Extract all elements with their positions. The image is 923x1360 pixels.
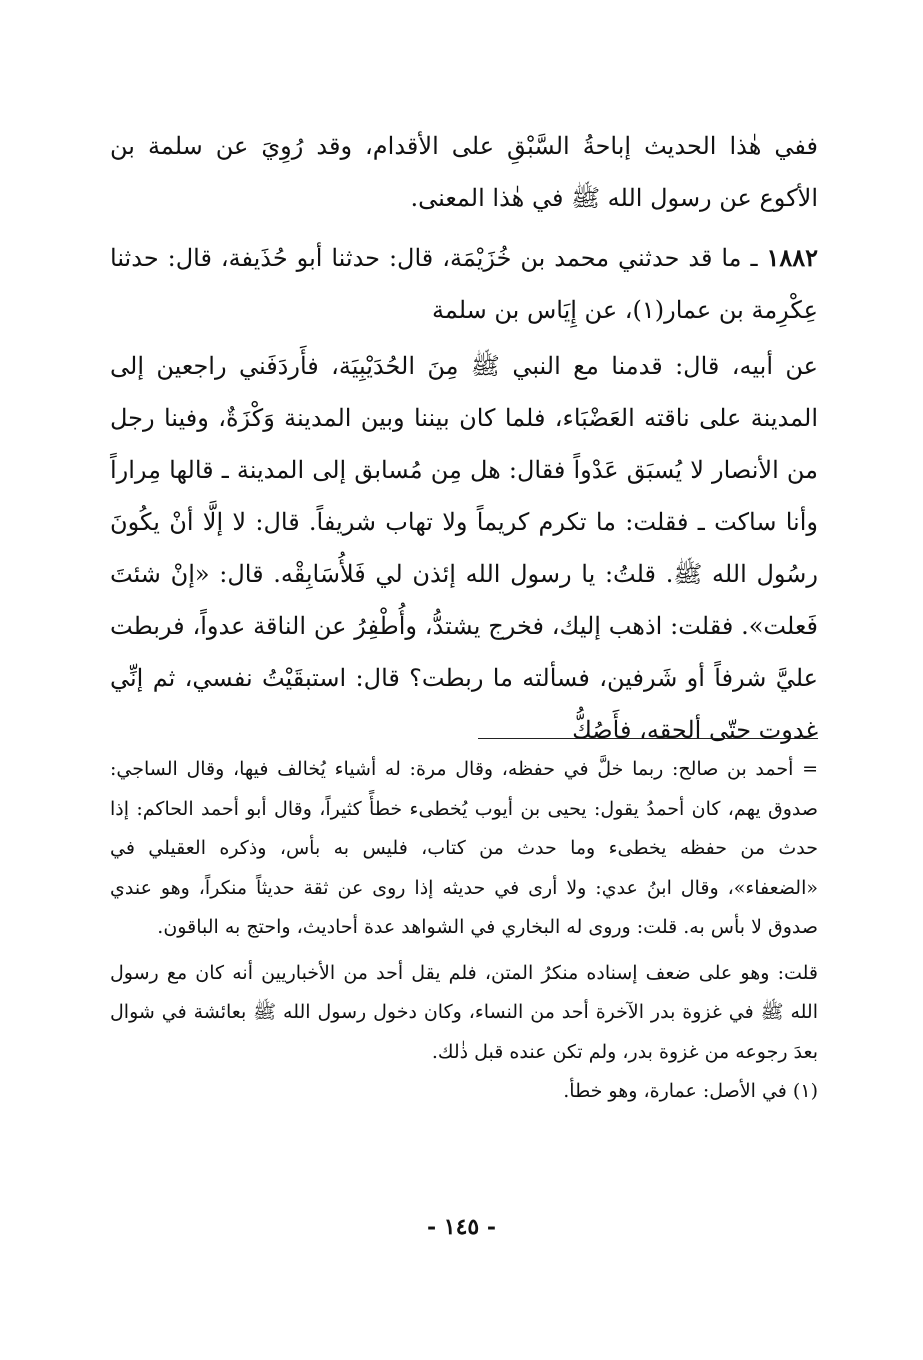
footnote-divider — [478, 738, 818, 739]
hadith-chain — [110, 232, 818, 336]
hadith-isnad: ـ ما قد حدثني محمد بن خُزَيْمَة، قال: حدثنا أبو حُذَيفة، قال: حدثنا عِكْرِمة بن عمار(١)، عن إِيَاس بن سلمة — [110, 244, 818, 324]
footnote-1: (١) في الأصل: عمارة، وهو خطأ. — [563, 1080, 818, 1102]
footnote-continuation: = أحمد بن صالح: ربما خلَّ في حفظه، وقال مرة: له أشياء يُخالف فيها، وقال الساجي: صدوق يهم، كان أحمدُ يقول: يحيى بن أيوب يُخطىء خطأً كثيراً، وقال أبو أحمد الحاكم: إذا حدث من حفظه يخطىء وما حدث من كتاب، فليس به بأس، وذكره العقيلي في «الضعفاء»، وقال ابنُ عدي: ولا أرى في حديثه إذا روى عن ثقة حديثاً منكراً، وهو عندي صدوق لا بأس به. قلت: وروى له البخاري في الشواهد عدة أحاديث، واحتج به الباقون. — [110, 758, 818, 938]
footnotes — [110, 750, 818, 1112]
footnote-comment: قلت: وهو على ضعف إسناده منكرُ المتن، فلم يقل أحد من الأخباريين أنه كان مع رسول الله ﷺ في غزوة بدر الآخرة أحد من النساء، وكان دخول رسول الله ﷺ بعائشة في شوال بعدَ رجوعه من غزوة بدر، ولم تكن عنده قبل ذٰلك. — [110, 961, 818, 1063]
paragraph-hadith-matn: عن أبيه، قال: قدمنا مع النبي ﷺ مِنَ الحُدَيْبِيَة، فأَردَفَني راجعين إلى المدينة على ناقته العَضْبَاء، فلما كان بيننا وبين المدينة وَكْزَةٌ، وفينا رجل من الأنصار لا يُسبَق عَدْواً فقال: هل مِن مُسابق إلى المدينة ـ قالها مِراراً وأنا ساكت ـ فقلت: ما تكرم كريماً ولا تهاب شريفاً. قال: لا إلَّا أنْ يكُونَ رسُول الله ﷺ. قلتُ: يا رسول الله إئذن لي فَلأُسَابِقْه. قال: «إنْ شئتَ فَعلت». فقلت: اذهب إليك، فخرج يشتدُّ، وأُطْفِرُ عن الناقة عدواً، فربطت عليَّ شرفاً أو شَرفين، فسألته ما ربطت؟ قال: استبقَيْتُ نفسي، ثم إنِّي غدوت حتّى ألحقه، فأَصُكُّ — [110, 352, 818, 744]
hadith-number: ١٨٨٢ — [766, 243, 818, 272]
hadith-header — [110, 232, 818, 336]
main-text — [110, 120, 818, 224]
page-number: - ١٤٥ - — [426, 1214, 497, 1240]
paragraph-intro: ففي هٰذا الحديث إباحةُ السَّبْقِ على الأقدام، وقد رُوِيَ عن سلمة بن الأكوع عن رسول الله ﷺ في هٰذا المعنى. — [110, 132, 818, 212]
hadith-body — [110, 340, 818, 756]
